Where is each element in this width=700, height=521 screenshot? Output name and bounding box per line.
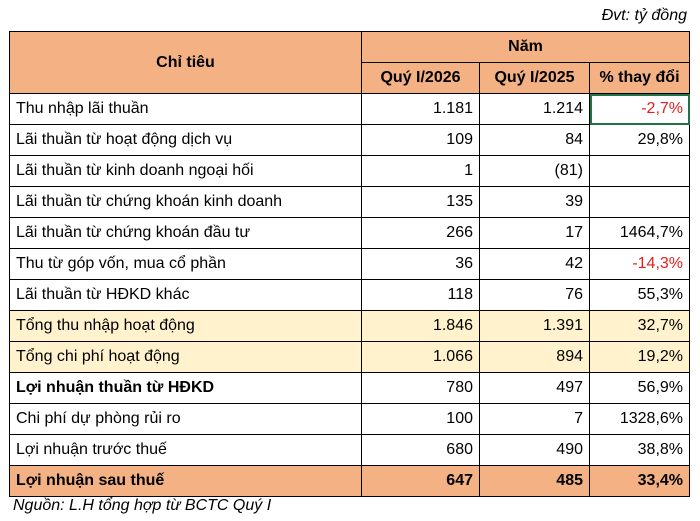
value-pct-change[interactable]: -14,3% xyxy=(590,249,690,280)
table-row-highlighted xyxy=(10,311,690,342)
header-chi-tieu[interactable]: Chỉ tiêu xyxy=(10,32,362,94)
row-label[interactable]: Lãi thuần từ HĐKD khác xyxy=(10,280,362,311)
value-pct-change[interactable]: 29,8% xyxy=(590,125,690,156)
value-q1-2025[interactable]: 490 xyxy=(480,435,590,466)
value-q1-2025[interactable]: 84 xyxy=(480,125,590,156)
value-pct-change[interactable]: 55,3% xyxy=(590,280,690,311)
value-q1-2025[interactable]: 17 xyxy=(480,218,590,249)
row-label[interactable]: Lãi thuần từ chứng khoán đầu tư xyxy=(10,218,362,249)
row-label[interactable]: Chi phí dự phòng rủi ro xyxy=(10,404,362,435)
row-label[interactable]: Tổng thu nhập hoạt động xyxy=(10,311,362,342)
value-q1-2026[interactable]: 1 xyxy=(362,156,480,187)
unit-note: Đvt: tỷ đồng xyxy=(601,7,687,24)
value-q1-2026[interactable]: 266 xyxy=(362,218,480,249)
value-pct-change[interactable]: 38,8% xyxy=(590,435,690,466)
row-label[interactable]: Lãi thuần từ hoạt động dịch vụ xyxy=(10,125,362,156)
value-q1-2026[interactable]: 1.066 xyxy=(362,342,480,373)
value-q1-2025[interactable]: 1.391 xyxy=(480,311,590,342)
row-label[interactable]: Tổng chi phí hoạt động xyxy=(10,342,362,373)
table-row xyxy=(10,125,690,156)
table-row xyxy=(10,249,690,280)
row-label[interactable]: Lợi nhuận thuần từ HĐKD xyxy=(10,373,362,404)
table-row-highlighted xyxy=(10,342,690,373)
value-q1-2026[interactable]: 1.846 xyxy=(362,311,480,342)
value-pct-change[interactable]: 56,9% xyxy=(590,373,690,404)
row-label[interactable]: Thu từ góp vốn, mua cổ phần xyxy=(10,249,362,280)
financial-table xyxy=(9,31,690,497)
value-pct-change[interactable] xyxy=(590,187,690,218)
value-q1-2026[interactable]: 36 xyxy=(362,249,480,280)
value-pct-change[interactable]: 1328,6% xyxy=(590,404,690,435)
table-row xyxy=(10,187,690,218)
value-pct-change-selected-cell[interactable]: -2,7% xyxy=(590,94,690,125)
value-q1-2026[interactable]: 135 xyxy=(362,187,480,218)
value-q1-2026[interactable]: 118 xyxy=(362,280,480,311)
value-q1-2025[interactable]: 76 xyxy=(480,280,590,311)
source-note: Nguồn: L.H tổng hợp từ BCTC Quý I xyxy=(13,497,272,514)
table-row xyxy=(10,435,690,466)
value-q1-2026[interactable]: 680 xyxy=(362,435,480,466)
row-label[interactable]: Thu nhập lãi thuần xyxy=(10,94,362,125)
table-row xyxy=(10,218,690,249)
table-row xyxy=(10,94,690,125)
value-pct-change[interactable]: 19,2% xyxy=(590,342,690,373)
table-row xyxy=(10,280,690,311)
value-q1-2025[interactable]: 894 xyxy=(480,342,590,373)
header-pct-change[interactable]: % thay đổi xyxy=(590,63,690,94)
value-q1-2025[interactable]: (81) xyxy=(480,156,590,187)
value-pct-change[interactable]: 32,7% xyxy=(590,311,690,342)
header-q1-2025[interactable]: Quý I/2025 xyxy=(480,63,590,94)
value-q1-2025[interactable]: 497 xyxy=(480,373,590,404)
value-q1-2025[interactable]: 7 xyxy=(480,404,590,435)
value-q1-2026[interactable]: 109 xyxy=(362,125,480,156)
value-q1-2026[interactable]: 780 xyxy=(362,373,480,404)
table-row-total xyxy=(10,466,690,497)
row-label[interactable]: Lợi nhuận sau thuế xyxy=(10,466,362,497)
value-pct-change[interactable]: 1464,7% xyxy=(590,218,690,249)
value-pct-change[interactable]: 33,4% xyxy=(590,466,690,497)
table-row xyxy=(10,373,690,404)
row-label[interactable]: Lãi thuần từ chứng khoán kinh doanh xyxy=(10,187,362,218)
row-label[interactable]: Lãi thuần từ kinh doanh ngoại hối xyxy=(10,156,362,187)
value-q1-2025[interactable]: 39 xyxy=(480,187,590,218)
table-row xyxy=(10,156,690,187)
value-q1-2025[interactable]: 1.214 xyxy=(480,94,590,125)
header-q1-2026[interactable]: Quý I/2026 xyxy=(362,63,480,94)
value-q1-2025[interactable]: 42 xyxy=(480,249,590,280)
header-row-top xyxy=(10,32,690,63)
header-nam[interactable]: Năm xyxy=(362,32,690,63)
value-q1-2025[interactable]: 485 xyxy=(480,466,590,497)
table-row xyxy=(10,404,690,435)
value-pct-change[interactable] xyxy=(590,156,690,187)
value-q1-2026[interactable]: 100 xyxy=(362,404,480,435)
row-label[interactable]: Lợi nhuận trước thuế xyxy=(10,435,362,466)
value-q1-2026[interactable]: 647 xyxy=(362,466,480,497)
value-q1-2026[interactable]: 1.181 xyxy=(362,94,480,125)
